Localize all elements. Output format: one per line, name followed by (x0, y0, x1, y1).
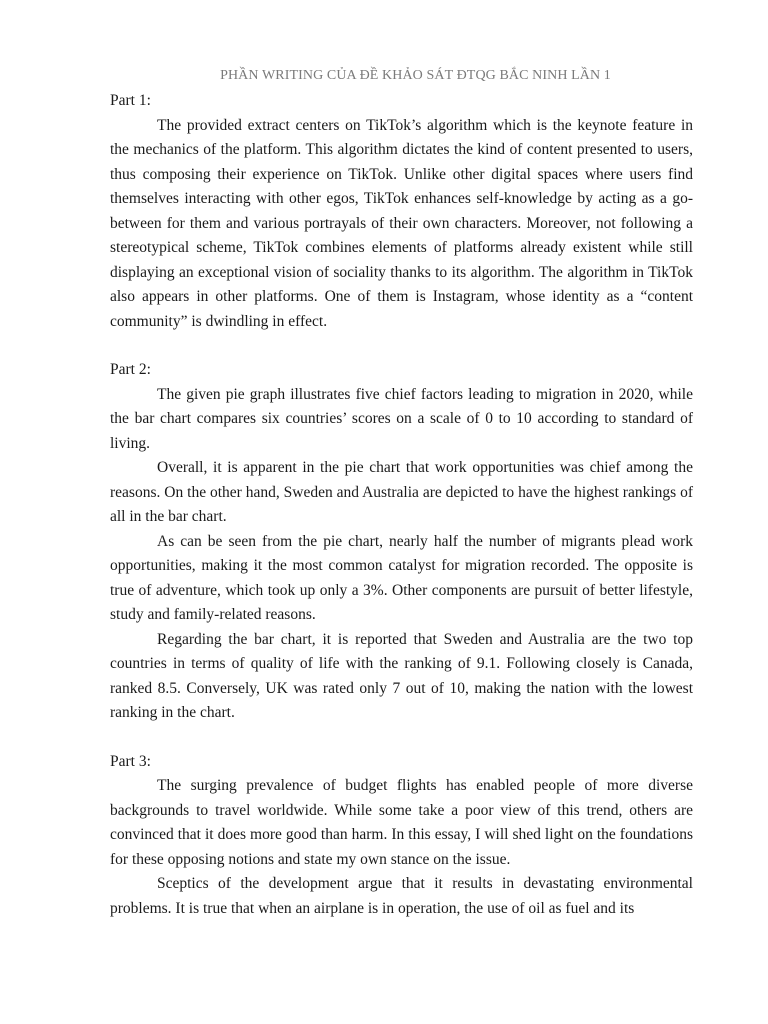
document-title: PHẦN WRITING CỦA ĐỀ KHẢO SÁT ĐTQG BẮC NINH LẦN 1 (220, 68, 611, 83)
section-part-3 (110, 750, 693, 922)
paragraph: The provided extract centers on TikTok’s algorithm which is the keynote feature in the mechanics of the platform. This algorithm dictates the kind of content presented to users, thus composing their experience on TikTok. Unlike other digital spaces where users find themselves interacting with other egos, TikTok enhances self-knowledge by acting as a go-between for them and various portrayals of their own characters. Moreover, not following a stereotypical scheme, TikTok combines elements of platforms already existent while still displaying an exceptional vision of sociality thanks to its algorithm. The algorithm in TikTok also appears in other platforms. One of them is Instagram, whose identity as a “content community” is dwindling in effect. (110, 116, 693, 330)
paragraph: Regarding the bar chart, it is reported that Sweden and Australia are the two top countries in terms of quality of life with the ranking of 9.1. Following closely is Canada, ranked 8.5. Conversely, UK was rated only 7 out of 10, making the nation with the lowest ranking in the chart. (110, 630, 693, 721)
section-heading: Part 3: (110, 752, 151, 770)
section-part-2 (110, 358, 693, 726)
section-part-1 (110, 89, 693, 334)
paragraph: The surging prevalence of budget flights has enabled people of more diverse backgrounds to travel worldwide. While some take a poor view of this trend, others are convinced that it does more good than harm. In this essay, I will shed light on the foundations for these opposing notions and state my own stance on the issue. (110, 777, 693, 868)
section-heading: Part 2: (110, 361, 151, 378)
paragraph: Overall, it is apparent in the pie chart that work opportunities was chief among the reasons. On the other hand, Sweden and Australia are depicted to have the highest rankings of all in the bar chart. (110, 459, 693, 525)
paragraph: As can be seen from the pie chart, nearly half the number of migrants plead work opportunities, making it the most common catalyst for migration recorded. The opposite is true of adventure, which took up only a 3%. Other components are pursuit of better lifestyle, study and family-related reasons. (110, 532, 693, 623)
section-heading: Part 1: (110, 92, 151, 109)
paragraph: Sceptics of the development argue that it results in devastating environmental problems. It is true that when an airplane is in operation, the use of oil as fuel and its (110, 875, 693, 917)
paragraph: The given pie graph illustrates five chief factors leading to migration in 2020, while the bar chart compares six countries’ scores on a scale of 0 to 10 according to standard of living. (110, 385, 693, 452)
